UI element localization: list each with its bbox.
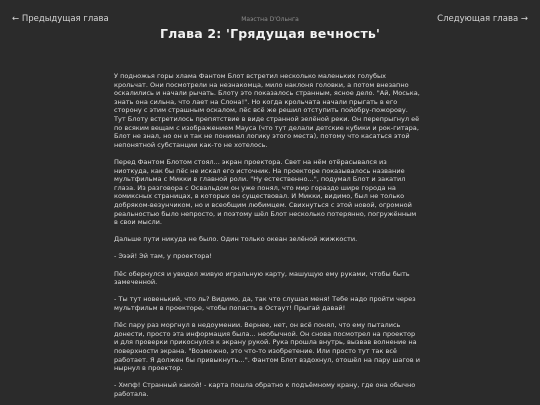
paragraph: - Ты тут новенький, что ль? Видимо, да, так что слушая меня! Тебе надо пройти через мультфильм в проекторе, чтобы попасть в Остаут! Прыгай давай!	[114, 295, 416, 313]
paragraph: У подножья горы хлама Фантом Блот встретил несколько маленьких голубых крольчат. Они посмотрели на незнакомца, мило наклоня головки, а потом внезапно оскалились и начали рычать. Блоту это показалось странным, ясное дело. "Ай, Моська, знать она сильна, что лает на Слона!". Но когда крольчата начали прыгать в его сторону с этим страшным оскалом, пёс всё же решил отступить пойобру-пожорову. Тут Блоту встретилось препятствие в виде странной зелёной реки. Он перепрыгнул её по всяким вещам с изображением Мауса (что тут делали детские кубики и рок-гитара, Блот не знал, но он и так не понимал логику этого места), потому что касаться этой непонятной субстанции как-то не хотелось.	[114, 72, 420, 149]
paragraph: - Хмпф! Странный какой! - карта пошла обратно к подъёмному крану, где она обычно работала.	[114, 381, 416, 398]
paragraph: Перед Фантом Блотом стоял... экран проектора. Свет на нём отёрасывался из ниоткуда, как бы пёс не искал его источник. На проекторе показывалось название мультфильма с Микки в главной роли. "Ну естественно...", подумал Блот и закатил глаза. Из разговора с Освальдом он уже понял, что мир гораздо шире города на комиксных страницах, в которых он существовал. И Микки, видимо, был не только добряком-везунчиком, но и всеобщим любимцем. Свихнуться с этой новой, огромной реальностью было непросто, и поэтому шёл Блот несколько потерянно, погружённым в свои мысли.	[114, 157, 417, 227]
paragraph: Пёс пару раз моргнул в недоумении. Вернее, нет, он всё понял, что ему пытались донести, просто эта информация была... необычной. Он снова посмотрел на проектор и для проверки прикоснулся к экрану рукой. Рука прошла внутрь, вызвав волнение на поверхности экрана. "Возможно, это что-то изобретение. Или просто тут так всё работает. Я должен бы привыкнуть...". Фантом Блот вздохнул, отошёл на пару шагов и нырнул в проектор.	[114, 321, 420, 373]
previous-chapter-link[interactable]: ← Предыдущая глава	[12, 14, 109, 24]
paragraph: Пёс обернулся и увидел живую игральную карту, машущую ему руками, чтобы быть замеченной.	[114, 269, 410, 287]
author-name: Маэстна D'Ольнга	[241, 16, 299, 23]
chapter-title: Глава 2: 'Грядущая вечность'	[159, 26, 381, 41]
chapter-text	[114, 72, 420, 405]
paragraph: - Эээй! Эй там, у проектора!	[114, 252, 212, 261]
paragraph: Дальше пути никуда не было. Один только океан зелёной жижкости.	[114, 235, 358, 244]
next-chapter-link[interactable]: Следующая глава →	[437, 14, 528, 24]
